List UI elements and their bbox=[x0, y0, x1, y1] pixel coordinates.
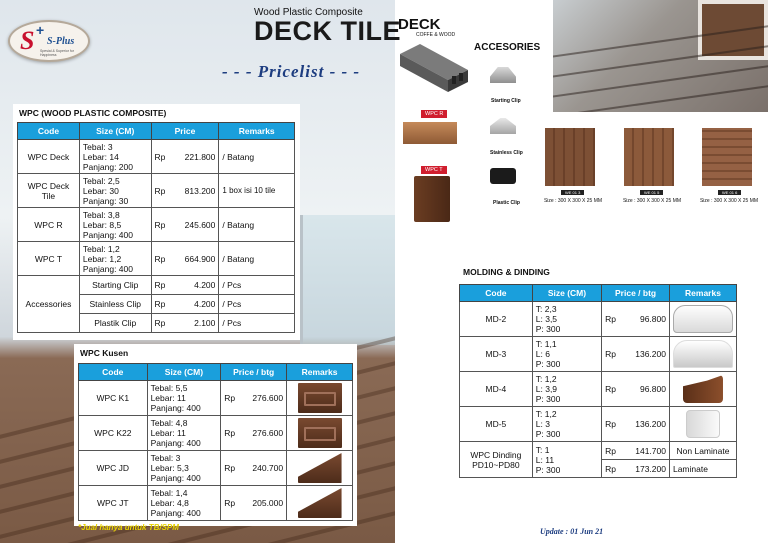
remarks: / Pcs bbox=[219, 276, 295, 295]
product-image bbox=[669, 372, 736, 407]
tile-size: Size : 300 X 300 X 25 MM bbox=[622, 198, 682, 204]
price: 276.600 bbox=[239, 381, 287, 416]
column-header: Size (CM) bbox=[147, 364, 221, 381]
product-size: Tebal: 5,5 Lebar: 11 Panjang: 400 bbox=[147, 381, 221, 416]
product-code: MD-2 bbox=[460, 302, 533, 337]
table-row bbox=[18, 276, 295, 295]
product-size: T: 1,2 L: 3 P: 300 bbox=[532, 407, 601, 442]
column-header: Code bbox=[460, 285, 533, 302]
product-size: T: 1,1 L: 6 P: 300 bbox=[532, 337, 601, 372]
accessory-name: Plastik Clip bbox=[79, 314, 151, 333]
column-header: Remarks bbox=[287, 364, 353, 381]
starting-clip-image bbox=[490, 67, 516, 83]
price: 813.200 bbox=[169, 174, 219, 208]
table-row bbox=[79, 416, 353, 451]
column-header: Price bbox=[151, 123, 219, 140]
remarks: Non Laminate bbox=[669, 442, 736, 460]
table-row bbox=[460, 442, 737, 460]
table-row bbox=[79, 381, 353, 416]
product-size: Tebal: 3 Lebar: 5,3 Panjang: 400 bbox=[147, 451, 221, 486]
column-header: Remarks bbox=[669, 285, 736, 302]
remarks: / Batang bbox=[219, 242, 295, 276]
remarks: / Pcs bbox=[219, 295, 295, 314]
tile-size: Size : 300 X 300 X 25 MM bbox=[543, 198, 603, 204]
price: 221.800 bbox=[169, 140, 219, 174]
wpc-r-tag: WPC R bbox=[421, 110, 447, 118]
tile-code: WE 01 6 bbox=[718, 190, 741, 195]
price: 205.000 bbox=[239, 486, 287, 521]
deck-tile-image bbox=[545, 128, 595, 186]
product-size: T: 2,3 L: 3,5 P: 300 bbox=[532, 302, 601, 337]
wpc-t-image bbox=[414, 176, 450, 222]
currency: Rp bbox=[602, 337, 620, 372]
deck-heading: DECK bbox=[398, 16, 441, 33]
table-row bbox=[79, 451, 353, 486]
product-size: Tebal: 1,4 Lebar: 4,8 Panjang: 400 bbox=[147, 486, 221, 521]
title-subtitle: Wood Plastic Composite bbox=[254, 7, 363, 18]
wpc-price-table bbox=[17, 122, 295, 333]
currency: Rp bbox=[151, 208, 169, 242]
table-row bbox=[18, 208, 295, 242]
deck-tile-image bbox=[624, 128, 674, 186]
column-header: Code bbox=[79, 364, 148, 381]
table-row bbox=[79, 486, 353, 521]
plastic-clip-image bbox=[490, 168, 516, 184]
product-code: WPC JD bbox=[79, 451, 148, 486]
table-row bbox=[18, 242, 295, 276]
wpc-t-tag: WPC T bbox=[421, 166, 447, 174]
tile-code: WE 01 3 bbox=[561, 190, 584, 195]
product-code: WPC Dinding PD10~PD80 bbox=[460, 442, 533, 478]
price: 136.200 bbox=[620, 337, 670, 372]
clip-label: Plastic Clip bbox=[493, 200, 520, 206]
deck-tile-photo bbox=[553, 0, 768, 112]
update-date: Update : 01 Jun 21 bbox=[540, 527, 604, 536]
product-image bbox=[669, 407, 736, 442]
table-row bbox=[460, 407, 737, 442]
currency: Rp bbox=[221, 451, 239, 486]
product-image bbox=[287, 486, 353, 521]
column-header: Code bbox=[18, 123, 80, 140]
product-code: MD-5 bbox=[460, 407, 533, 442]
remarks: Laminate bbox=[669, 460, 736, 478]
product-code: WPC K1 bbox=[79, 381, 148, 416]
currency: Rp bbox=[602, 302, 620, 337]
product-code: WPC Deck Tile bbox=[18, 174, 80, 208]
price: 276.600 bbox=[239, 416, 287, 451]
currency: Rp bbox=[151, 295, 169, 314]
product-image bbox=[287, 451, 353, 486]
price: 4.200 bbox=[169, 295, 219, 314]
kusen-price-table bbox=[78, 363, 353, 521]
product-code: WPC T bbox=[18, 242, 80, 276]
product-size: T: 1 L: 11 P: 300 bbox=[532, 442, 601, 478]
product-image bbox=[669, 302, 736, 337]
clip-label: Stainless Clip bbox=[490, 150, 523, 156]
product-image bbox=[669, 337, 736, 372]
deck-tile-image bbox=[702, 128, 752, 186]
clip-label: Starting Clip bbox=[491, 98, 521, 104]
column-header: Price / btg bbox=[221, 364, 287, 381]
wpc-section-title: WPC (WOOD PLASTIC COMPOSITE) bbox=[19, 108, 167, 118]
product-code: WPC Deck bbox=[18, 140, 80, 174]
currency: Rp bbox=[151, 174, 169, 208]
molding-price-table bbox=[459, 284, 737, 478]
tile-code: WE 01 5 bbox=[640, 190, 663, 195]
price: 173.200 bbox=[620, 460, 670, 478]
product-code: WPC JT bbox=[79, 486, 148, 521]
remarks: / Pcs bbox=[219, 314, 295, 333]
price: 141.700 bbox=[620, 442, 670, 460]
table-row bbox=[18, 174, 295, 208]
currency: Rp bbox=[221, 416, 239, 451]
price: 136.200 bbox=[620, 407, 670, 442]
tile-size: Size : 300 X 300 X 25 MM bbox=[699, 198, 759, 204]
stainless-clip-image bbox=[490, 118, 516, 134]
price: 664.900 bbox=[169, 242, 219, 276]
accessory-name: Stainless Clip bbox=[79, 295, 151, 314]
price: 240.700 bbox=[239, 451, 287, 486]
remarks: 1 box isi 10 tile bbox=[219, 174, 295, 208]
accessory-name: Starting Clip bbox=[79, 276, 151, 295]
kusen-note: *Jual hanya untuk TB/SPM bbox=[78, 523, 179, 532]
kusen-section-title: WPC Kusen bbox=[80, 348, 129, 358]
remarks: / Batang bbox=[219, 140, 295, 174]
currency: Rp bbox=[602, 442, 620, 460]
currency: Rp bbox=[151, 276, 169, 295]
product-code: MD-4 bbox=[460, 372, 533, 407]
product-image bbox=[287, 381, 353, 416]
wpc-r-image bbox=[403, 122, 457, 144]
remarks: / Batang bbox=[219, 208, 295, 242]
product-code: MD-3 bbox=[460, 337, 533, 372]
deck-subheading: COFFE & WOOD bbox=[416, 32, 456, 38]
product-size: Tebal: 1,2 Lebar: 1,2 Panjang: 400 bbox=[79, 242, 151, 276]
currency: Rp bbox=[221, 486, 239, 521]
table-row bbox=[460, 372, 737, 407]
table-row bbox=[460, 337, 737, 372]
column-header: Size (CM) bbox=[79, 123, 151, 140]
product-image bbox=[287, 416, 353, 451]
brand-logo: S + S-Plus Spesial & Superior for Happiness bbox=[8, 20, 90, 62]
currency: Rp bbox=[602, 460, 620, 478]
currency: Rp bbox=[602, 407, 620, 442]
price: 2.100 bbox=[169, 314, 219, 333]
product-size: Tebal: 3 Lebar: 14 Panjang: 200 bbox=[79, 140, 151, 174]
product-code: Accessories bbox=[18, 276, 80, 333]
table-row bbox=[18, 140, 295, 174]
table-row bbox=[460, 302, 737, 337]
currency: Rp bbox=[151, 314, 169, 333]
column-header: Remarks bbox=[219, 123, 295, 140]
currency: Rp bbox=[151, 242, 169, 276]
pricelist-heading: - - - Pricelist - - - bbox=[222, 62, 361, 81]
product-code: WPC K22 bbox=[79, 416, 148, 451]
price: 4.200 bbox=[169, 276, 219, 295]
molding-section-title: MOLDING & DINDING bbox=[463, 267, 550, 277]
product-size: Tebal: 2,5 Lebar: 30 Panjang: 30 bbox=[79, 174, 151, 208]
price: 96.800 bbox=[620, 372, 670, 407]
product-code: WPC R bbox=[18, 208, 80, 242]
price: 96.800 bbox=[620, 302, 670, 337]
price: 245.600 bbox=[169, 208, 219, 242]
column-header: Size (CM) bbox=[532, 285, 601, 302]
product-size: Tebal: 3,8 Lebar: 8,5 Panjang: 400 bbox=[79, 208, 151, 242]
column-header: Price / btg bbox=[602, 285, 670, 302]
page-title: DECK TILE bbox=[254, 16, 402, 46]
product-size: T: 1,2 L: 3,9 P: 300 bbox=[532, 372, 601, 407]
currency: Rp bbox=[602, 372, 620, 407]
currency: Rp bbox=[151, 140, 169, 174]
product-size: Tebal: 4,8 Lebar: 11 Panjang: 400 bbox=[147, 416, 221, 451]
currency: Rp bbox=[221, 381, 239, 416]
deck-board-image bbox=[400, 40, 468, 98]
accessories-heading: ACCESORIES bbox=[474, 42, 541, 53]
